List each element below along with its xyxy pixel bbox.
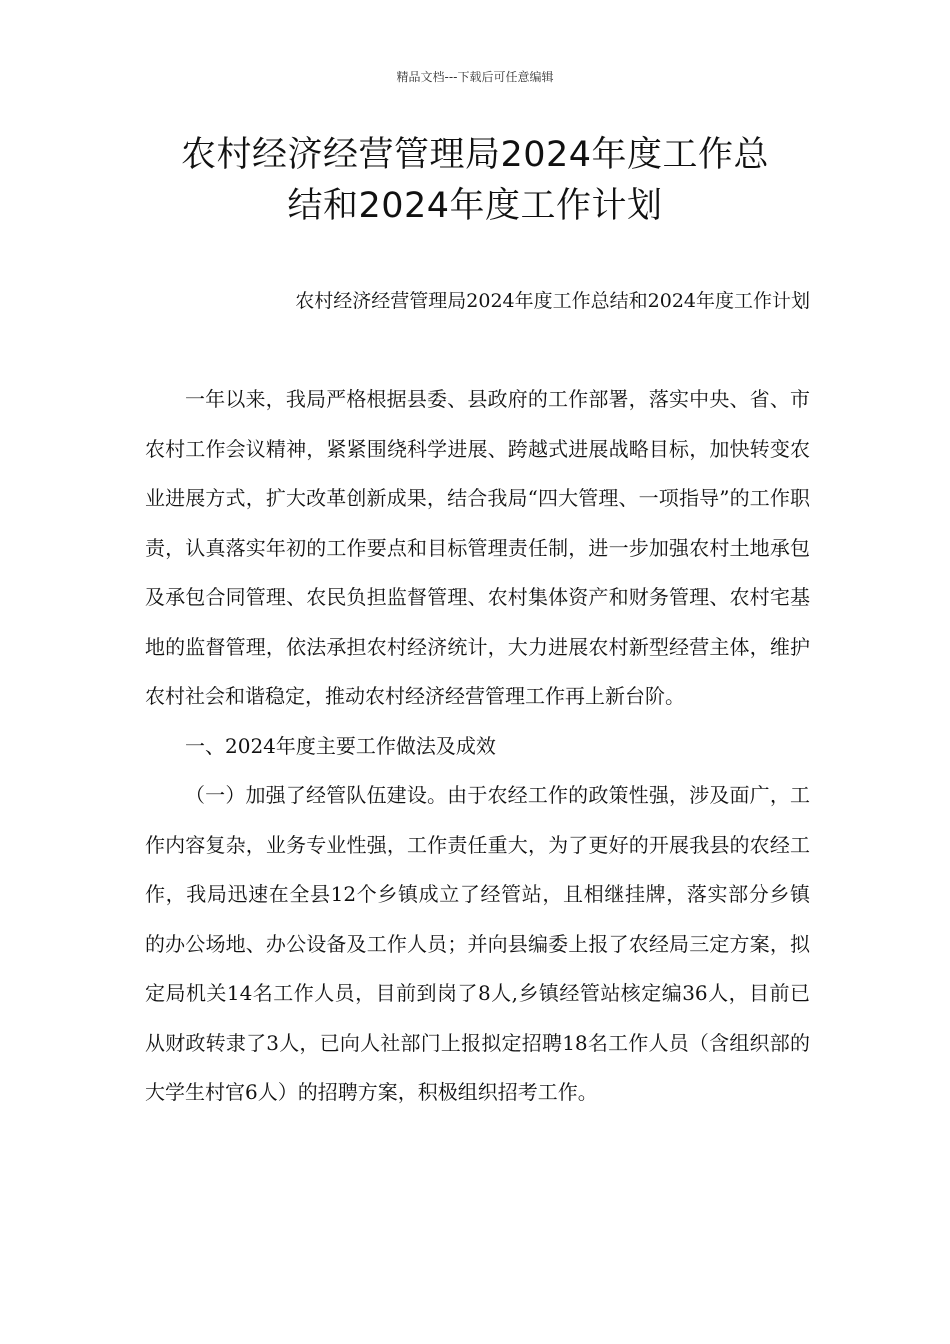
header-note: 精品文档---下载后可任意编辑	[396, 70, 554, 84]
document-subtitle: 农村经济经营管理局2024年度工作总结和2024年度工作计划	[295, 290, 810, 312]
document-body	[145, 375, 810, 1118]
title-line-2: 结和2024年度工作计划	[287, 186, 663, 226]
document-title	[140, 130, 810, 232]
title-line-1: 农村经济经营管理局2024年度工作总	[180, 135, 770, 175]
paragraph-team-building: （一）加强了经管队伍建设。由于农经工作的政策性强，涉及面广，工作内容复杂，业务专业性强，工作责任重大，为了更好的开展我县的农经工作，我局迅速在全县12个乡镇成立了经管站，且相继挂牌，落实部分乡镇的办公场地、办公设备及工作人员；并向县编委上报了农经局三定方案，拟定局机关14名工作人员，目前到岗了8人,乡镇经管站核定编36人，目前已从财政转隶了3人，已向人社部门上报拟定招聘18名工作人员（含组织部的大学生村官6人）的招聘方案，积极组织招考工作。	[145, 783, 810, 1104]
section-heading: 一、2024年度主要工作做法及成效	[185, 733, 496, 758]
paragraph-intro: 一年以来，我局严格根据县委、县政府的工作部署，落实中央、省、市农村工作会议精神，紧紧围绕科学进展、跨越式进展战略目标，加快转变农业进展方式，扩大改革创新成果，结合我局“四大管理、一项指导”的工作职责，认真落实年初的工作要点和目标管理责任制，进一步加强农村土地承包及承包合同管理、农民负担监督管理、农村集体资产和财务管理、农村宅基地的监督管理，依法承担农村经济统计，大力进展农村新型经营主体，维护农村社会和谐稳定，推动农村经济经营管理工作再上新台阶。	[145, 387, 810, 708]
